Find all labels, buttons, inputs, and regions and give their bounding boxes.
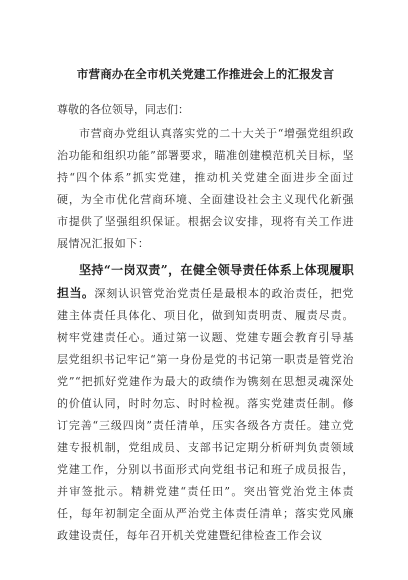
section-1-paragraph <box>57 259 354 547</box>
document-title: 市营商办在全市机关党建工作推进会上的汇报发言 <box>76 67 335 81</box>
salutation: 尊敬的各位领导，同志们： <box>57 103 189 116</box>
section-1-heading: 坚持“一岗双责”，在健全领导责任体系上体现履职担当。 <box>57 263 354 300</box>
intro-paragraph: 市营商办党组认真落实党的二十大关于“增强党组织政治功能和组织功能”部署要求，瞄准创建模范机关目标，坚持“四个体系”抓实党建，推动机关党建全面进步全面过硬，为全市优化营商环境、全面建设社会主义现代化新强市提供了坚强组织保证。根据会议安排，现将有关工作进展情况汇报如下： <box>57 127 354 250</box>
section-1-body: 深刻认识管党治党责任是最根本的政治责任，把党建主体责任具体化、项目化，做到知责明责、履责尽责。树牢党建责任心。通过第一议题、党建专题会教育引导基层党组织书记牢记“第一身份是党的书记第一职责是管党治党”“把抓好党建作为最大的政绩作为镌刻在思想灵魂深处的价值认同，时时勿忘、时时检视。落实党建责任制。修订完善“三级四岗”责任清单，压实各级各方责任。建立党建专报机制，党组成员、支部书记定期分析研判负责领域党建工作，分别以书面形式向党组书记和班子成员报告，并审签批示。精耕党建“责任田”。突出管党治党主体责任，每年初制定全面从严治党主体责任清单；落实党风廉政建设责任，每年召开机关党建暨纪律检查工作会议 <box>57 287 354 542</box>
